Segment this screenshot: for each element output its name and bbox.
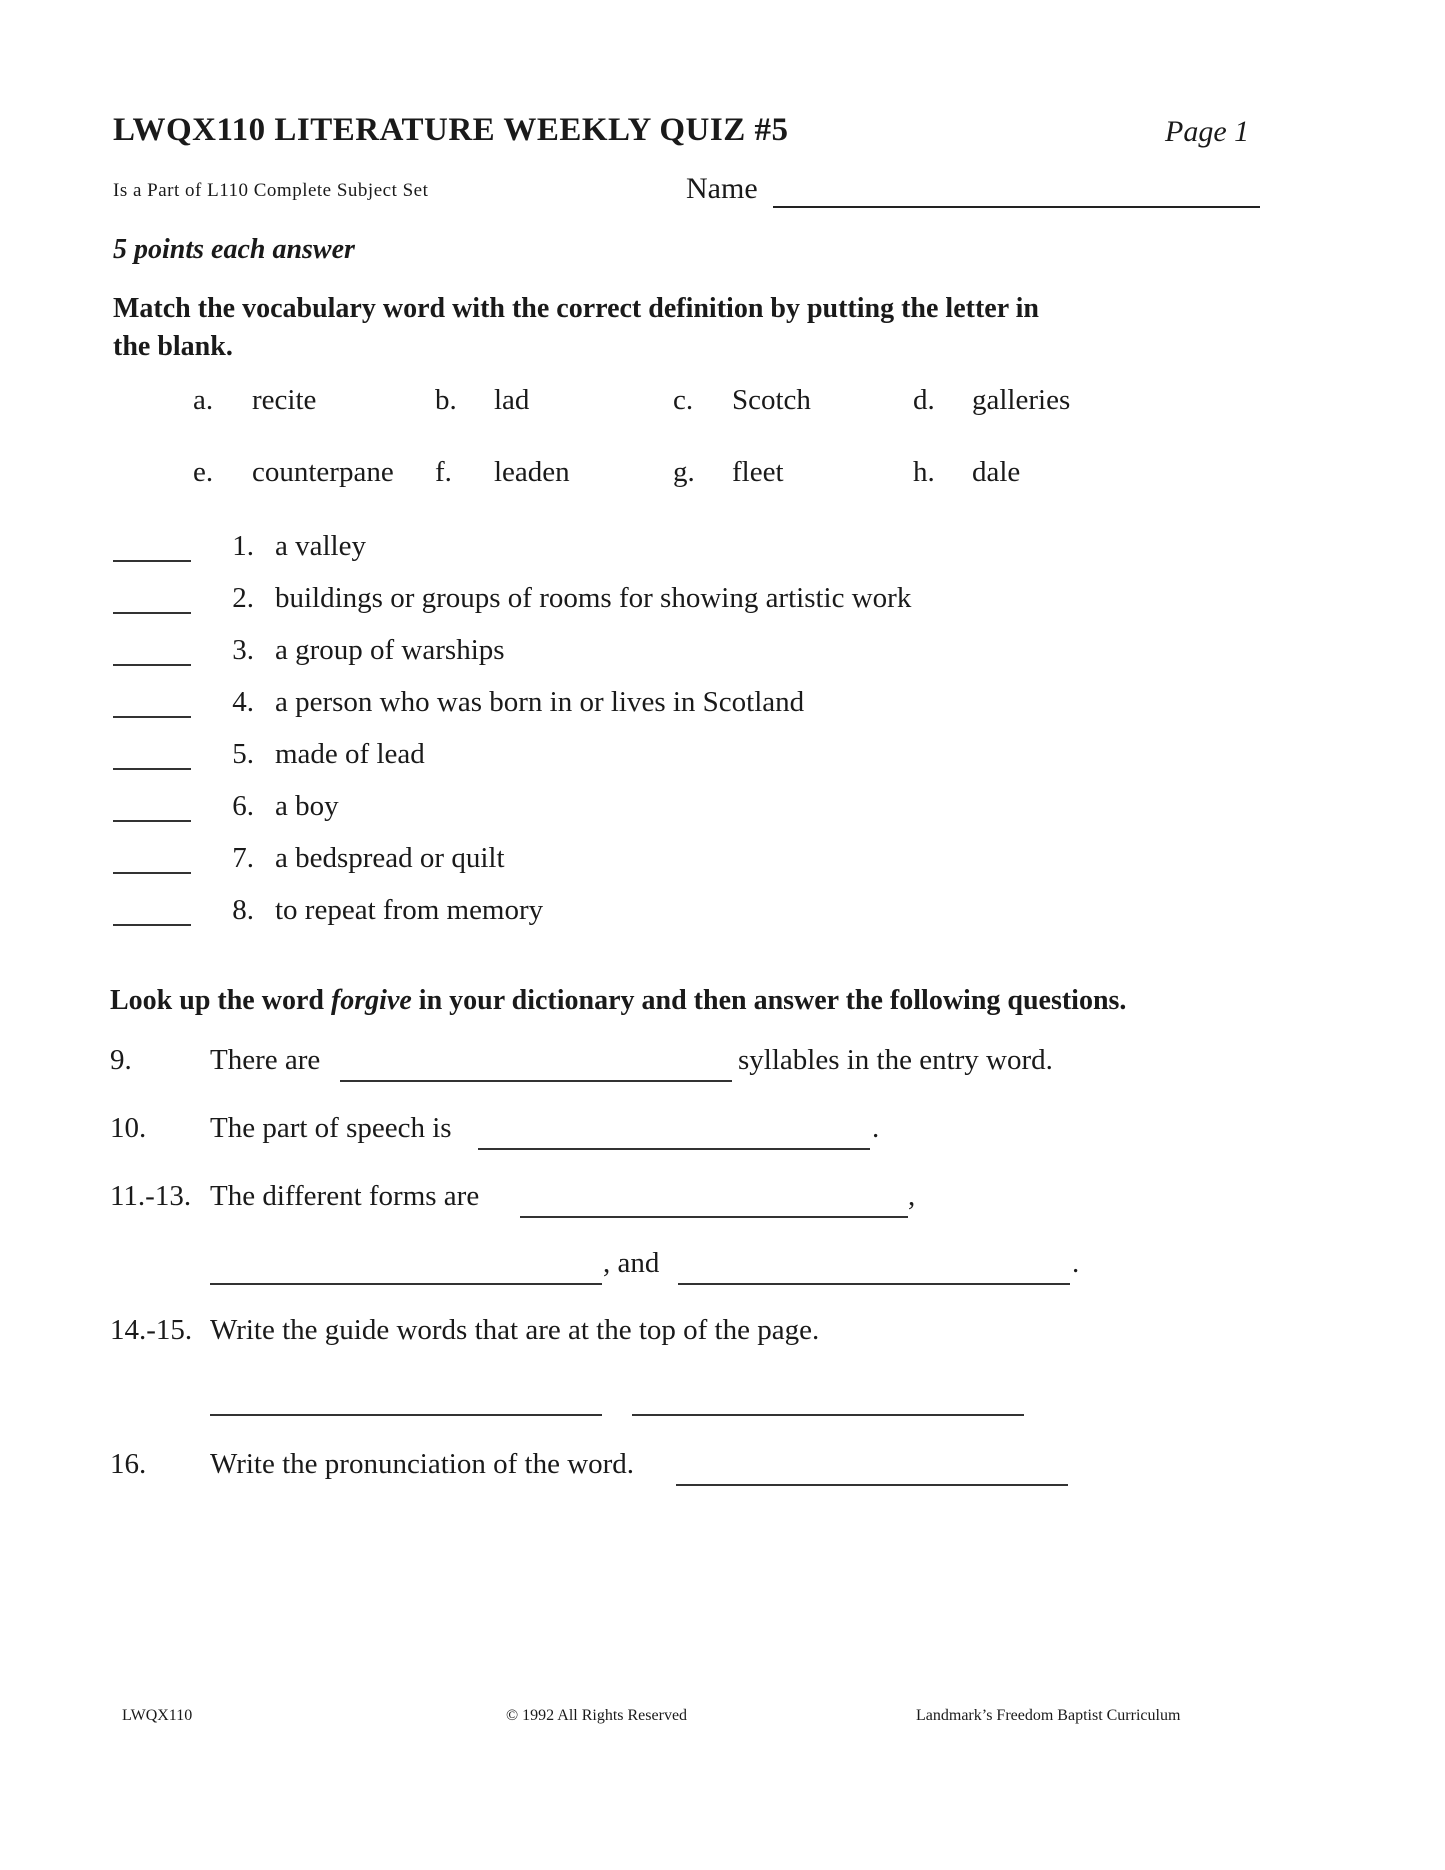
form-3-answer-line[interactable] bbox=[678, 1283, 1070, 1285]
footer-code: LWQX110 bbox=[122, 1707, 193, 1724]
word-letter: f. bbox=[435, 456, 452, 488]
subject-set-note: Is a Part of L110 Complete Subject Set bbox=[113, 180, 429, 201]
question-14-15-text: Write the guide words that are at the top of the page. bbox=[210, 1314, 820, 1346]
word-text: Scotch bbox=[732, 384, 811, 416]
question-16-number: 16. bbox=[110, 1448, 147, 1480]
part-of-speech-answer-line[interactable] bbox=[478, 1148, 870, 1150]
question-11-13-period: . bbox=[1072, 1247, 1080, 1279]
definition-number: 5. bbox=[232, 738, 254, 770]
quiz-title: LWQX110 LITERATURE WEEKLY QUIZ #5 bbox=[113, 112, 789, 148]
points-note: 5 points each answer bbox=[113, 234, 355, 265]
form-1-answer-line[interactable] bbox=[520, 1216, 908, 1218]
question-9-text: There are bbox=[210, 1044, 321, 1076]
answer-blank[interactable] bbox=[113, 716, 191, 718]
instruction-text: Look up the word bbox=[110, 985, 331, 1016]
form-2-answer-line[interactable] bbox=[210, 1283, 602, 1285]
question-11-13-and: , and bbox=[603, 1247, 660, 1279]
word-text: recite bbox=[252, 384, 317, 416]
question-10-period: . bbox=[872, 1112, 880, 1144]
answer-blank[interactable] bbox=[113, 612, 191, 614]
answer-blank[interactable] bbox=[113, 664, 191, 666]
definition-number: 1. bbox=[232, 530, 254, 562]
question-9-text-end: syllables in the entry word. bbox=[738, 1044, 1053, 1076]
question-10-number: 10. bbox=[110, 1112, 147, 1144]
word-text: leaden bbox=[494, 456, 570, 488]
definition-text: to repeat from memory bbox=[275, 894, 544, 926]
word-letter: c. bbox=[673, 384, 694, 416]
name-field[interactable] bbox=[773, 206, 1260, 208]
word-letter: e. bbox=[193, 456, 214, 488]
question-11-13-comma: , bbox=[908, 1180, 916, 1212]
dictionary-instructions bbox=[110, 985, 1126, 1017]
pronunciation-answer-line[interactable] bbox=[676, 1484, 1068, 1486]
definition-text: a valley bbox=[275, 530, 366, 562]
answer-blank[interactable] bbox=[113, 872, 191, 874]
question-11-13-number: 11.-13. bbox=[110, 1180, 192, 1212]
definition-text: a bedspread or quilt bbox=[275, 842, 505, 874]
definition-text: buildings or groups of rooms for showing artistic work bbox=[275, 582, 912, 614]
definition-text: made of lead bbox=[275, 738, 425, 770]
question-16-text: Write the pronunciation of the word. bbox=[210, 1448, 635, 1480]
word-text: dale bbox=[972, 456, 1021, 488]
answer-blank[interactable] bbox=[113, 820, 191, 822]
word-text: lad bbox=[494, 384, 530, 416]
guide-word-2-answer-line[interactable] bbox=[632, 1414, 1024, 1416]
syllables-answer-line[interactable] bbox=[340, 1080, 732, 1082]
instruction-word: forgive bbox=[330, 985, 412, 1016]
instruction-text: in your dictionary and then answer the following questions. bbox=[411, 985, 1127, 1016]
definition-number: 3. bbox=[232, 634, 254, 666]
word-letter: d. bbox=[913, 384, 935, 416]
footer-copyright: © 1992 All Rights Reserved bbox=[506, 1707, 688, 1724]
word-letter: a. bbox=[193, 384, 214, 416]
definition-text: a person who was born in or lives in Scotland bbox=[275, 686, 805, 718]
word-letter: g. bbox=[673, 456, 695, 488]
definition-number: 8. bbox=[232, 894, 254, 926]
question-10-text: The part of speech is bbox=[210, 1112, 452, 1144]
question-9-number: 9. bbox=[110, 1044, 132, 1076]
word-text: galleries bbox=[972, 384, 1071, 416]
word-text: fleet bbox=[732, 456, 784, 488]
name-label: Name bbox=[686, 172, 758, 205]
guide-word-1-answer-line[interactable] bbox=[210, 1414, 602, 1416]
question-14-15-number: 14.-15. bbox=[110, 1314, 193, 1346]
answer-blank[interactable] bbox=[113, 924, 191, 926]
page-number: Page 1 bbox=[1165, 115, 1250, 148]
answer-blank[interactable] bbox=[113, 560, 191, 562]
definition-number: 2. bbox=[232, 582, 254, 614]
footer-publisher: Landmark’s Freedom Baptist Curriculum bbox=[916, 1707, 1181, 1724]
answer-blank[interactable] bbox=[113, 768, 191, 770]
matching-instructions: Match the vocabulary word with the correct definition by putting the letter in the blank. bbox=[113, 293, 1039, 362]
question-11-13-text: The different forms are bbox=[210, 1180, 480, 1212]
word-text: counterpane bbox=[252, 456, 394, 488]
definition-number: 6. bbox=[232, 790, 254, 822]
word-letter: b. bbox=[435, 384, 457, 416]
definition-number: 7. bbox=[232, 842, 254, 874]
word-letter: h. bbox=[913, 456, 935, 488]
definition-text: a boy bbox=[275, 790, 339, 822]
definition-number: 4. bbox=[232, 686, 254, 718]
definition-text: a group of warships bbox=[275, 634, 505, 666]
